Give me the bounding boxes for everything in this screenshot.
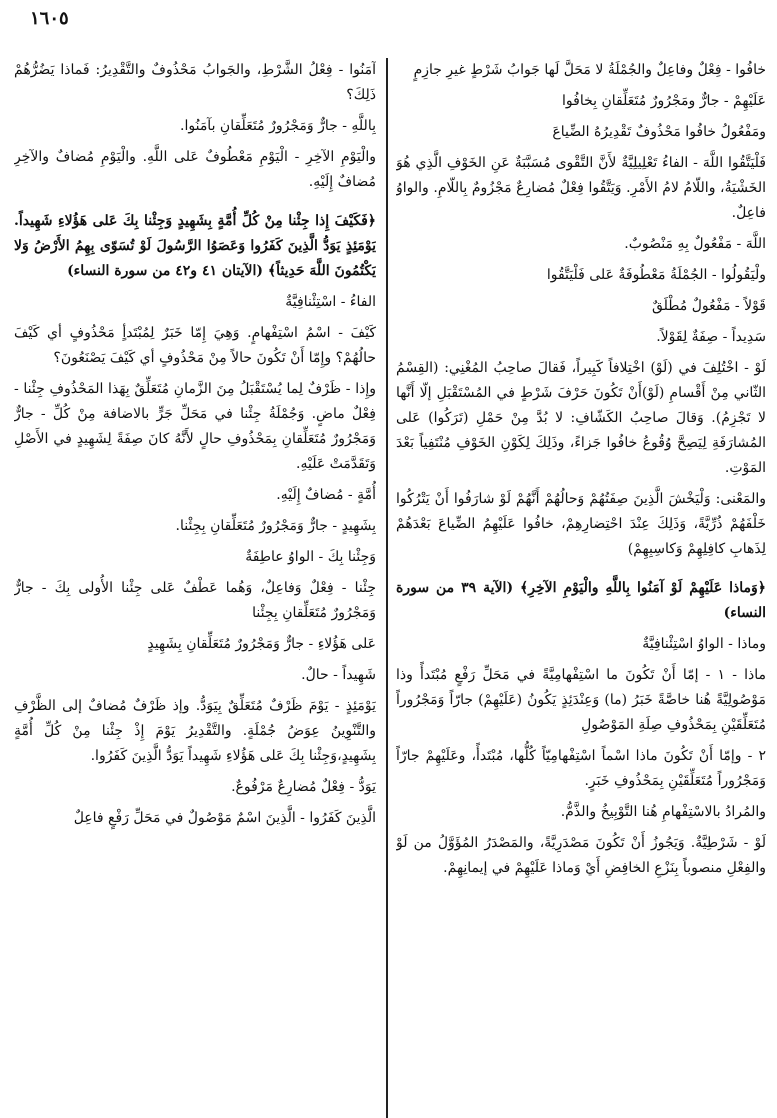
paragraph: أُمَّةٍ - مُضافٌ إِلَيْهِ.: [276, 487, 376, 503]
paragraph: وإِذا - ظَرْفٌ لِما يُسْتَقْبَلُ مِنَ الزَّمانِ مُتَعَلِّقٌ بِهَذا المَحْذُوفِ جِئْنا - فِعْلٌ ماضٍ. وَجُمْلَةُ جِئْنا في مَحَلِّ جَرٍّ بالاضافة مِنْ كُلِّ - جارٌّ وَمَجْرُورٌ مُتَعَلِّقانِ بِمَحْذُوفِ حالٍ لأَنَّهُ كانَ صِفَةً لِشَهِيدٍ في الأَصْلِ وَتَقَدَّمَتْ عَلَيْهِ.: [14, 381, 376, 472]
paragraph: جِئْنا - فِعْلٌ وَفاعِلٌ، وَهُما عَطْفٌ عَلى جِئْنا الأُولى بِكَ - جارٌّ وَمَجْرُورٌ مُتَعَلِّقانِ بِجِئْنا: [14, 580, 376, 621]
paragraph: ولْيَقُولُوا - الجُمْلَةُ مَعْطُوفَةٌ عَلى فَلْيَتَّقُوا: [546, 267, 766, 283]
paragraph: بِشَهِيدٍ - جارٌّ وَمَجْرُورٌ مُتَعَلِّقانِ بِجِئْنا.: [175, 518, 376, 534]
right-column: [396, 58, 766, 1110]
paragraph: شَهِيداً - حالٌ.: [301, 667, 376, 683]
paragraph: ماذا - ١ - إمّا أَنْ تَكُونَ ما اسْتِفْهامِيَّةً في مَحَلِّ رَفْعٍ مُبْتَدأً وذا مَوْصُولِيَّةً هُنا خاصَّةً خَبَرُ (ما) وَعِنْدَئِذٍ يَكُونُ (عَلَيْهِمْ) جارّاً وَمَجْرُوراً مُتَعَلِّقَيْنِ بِمَحْذُوفِ صِلَةِ المَوْصُولِ: [396, 667, 766, 733]
paragraph: عَلَيْهِمْ - جارٌّ ومَجْرُورٌ مُتَعَلِّقانِ بِخافُوا: [562, 93, 766, 109]
paragraph: قَوْلاً - مَفْعُولٌ مُطْلَقٌ: [651, 298, 766, 314]
paragraph: فَلْيَتَّقُوا اللَّهَ - الفاءُ تَعْلِيلِيَّةٌ لأَنَّ التَّقْوى مُسَبَّبَةٌ عَنِ الخَوْفِ الَّذِي هُوَ الخَشْيَةُ، واللّامُ لامُ الأَمْرِ. وَيَتَّقُوا فِعْلٌ مُضارِعٌ مَجْزُومٌ بِاللّامِ. والواوُ فاعِلٌ.: [396, 155, 766, 221]
paragraph: بِاللَّهِ - جارٌّ وَمَجْرُورٌ مُتَعَلِّقانِ بآمَنُوا.: [180, 118, 376, 134]
paragraph: وَجِئْنا بِكَ - الواوُ عاطِفَةٌ: [245, 549, 376, 565]
paragraph: والْيَوْمِ الآخِرِ - الْيَوْمِ مَعْطُوفٌ عَلى اللَّهِ. والْيَوْمِ مُضافٌ والآخِرِ مُضافٌ إِلَيْهِ.: [14, 149, 376, 190]
paragraph: الفاءُ - اسْتِئْنافِيَّةٌ: [285, 294, 376, 310]
paragraph: لَوْ - شَرْطِيَّةٌ. وَيَجُوزُ أَنْ تَكُونَ مَصْدَرِيَّةً، والمَصْدَرُ المُؤَوَّلُ من لَوْ والفِعْلِ منصوباً بِنَزْعِ الخافِضِ أَيْ وَماذا عَلَيْهِمْ في إيمانِهِمْ.: [396, 835, 766, 876]
page-number: ١٦٠٥: [30, 8, 69, 29]
paragraph: والمُرادُ بالاسْتِفْهامِ هُنا التَّوْبِيخُ والذَّمُّ.: [560, 804, 766, 820]
paragraph: لَوْ - اخْتُلِفَ في (لَوْ) اخْتِلافاً كَبِيراً، فَقالَ صاحِبُ المُغْنِي: (القِسْمُ الثّاني مِنْ أَقْسامِ (لَوْ)أَنْ تَكُونَ حَرْفَ شَرْطٍ في المُسْتَقْبَلِ إلّا أَنَّها لا تَجْزِمُ). وَقالَ صاحِبُ الكَشّافِ: لا بُدَّ مِنْ حَمْلِ (تَرَكُوا) عَلى المُشارَفَةِ لِيَصِحَّ وُقُوعُ خافُوا جَزاءً، وذَلِكَ لِكَوْنِ الخَوْفِ مُنْتَفِياً بَعْدَ المَوْتِ.: [396, 360, 766, 476]
column-divider: [386, 58, 388, 1118]
paragraph: عَلى هَؤُلاءِ - جارٌّ وَمَجْرُورٌ مُتَعَلِّقانِ بِشَهِيدٍ: [147, 636, 376, 652]
paragraph: ومَفْعُولُ خافُوا مَحْذُوفٌ تَقْدِيرُهُ الضِّياعَ: [552, 124, 766, 140]
paragraph: آمَنُوا - فِعْلُ الشَّرْطِ، والجَوابُ مَحْذُوفٌ والتَّقْدِيرُ: فَماذا يَضُرُّهُمْ ذَلِكَ؟: [14, 62, 376, 103]
paragraph: يَوَدُّ - فِعْلٌ مُضارِعٌ مَرْفُوعٌ.: [231, 779, 376, 795]
paragraph: يَوْمَئِذٍ - يَوْمَ ظَرْفٌ مُتَعَلِّقٌ بِيَوَدُّ. وإذ ظَرْفٌ مُضافٌ إلى الظَّرْفِ والتَّنْوِينُ عِوَضُ جُمْلَةٍ. والتَّقْدِيرُ يَوْمَ إِذْ جِئْنا مِنْ كُلِّ أُمَّةٍ بِشَهِيدٍ،وَجِئْنا بِكَ عَلى هَؤُلاءِ شَهِيداً يَوَدُّ الَّذِينَ كَفَرُوا.: [14, 698, 376, 764]
paragraph: خافُوا - فِعْلٌ وفاعِلٌ والجُمْلَةُ لا مَحَلَّ لَها جَوابُ شَرْطٍ غيرِ جازِمٍ: [413, 62, 766, 78]
paragraph: كَيْفَ - اسْمُ اسْتِفْهامٍ. وَهِيَ إِمّا خَبَرٌ لِمُبْتَدأٍ مَحْذُوفٍ أي كَيْفَ حالُهُمْ؟ وإِمّا أَنْ تَكُونَ حالاً مِنْ مَحْذُوفٍ أي كَيْفَ يَصْنَعُونَ؟: [14, 325, 376, 366]
paragraph: الَّذِينَ كَفَرُوا - الَّذِينَ اسْمٌ مَوْصُولٌ في مَحَلِّ رَفْعٍ فاعِلٌ: [73, 810, 376, 826]
paragraph: ٢ - وإمّا أَنْ تَكُونَ ماذا اسْماً اسْتِفْهامِيّاً كُلُّها، مُبْتَدأً، وعَلَيْهِمْ جارّاً وَمَجْرُوراً مُتَعَلِّقَيْنِ بِمَحْذُوفِ خَبَرٍ.: [396, 748, 766, 789]
paragraph: والمَعْنى: وَلْيَخْشَ الَّذِينَ صِفَتُهُمْ وَحالُهُمْ أَنَّهُمْ لَوْ شارَفُوا أَنْ يَتْرُكُوا خَلْفَهُمْ ذُرِّيَّةً، وَذَلِكَ عِنْدَ احْتِضارِهِمْ، خافُوا عَلَيْهِمُ الضِّياعَ بَعْدَهُمْ لِذَهابِ كافِلِهِمْ وَكاسِبِهِمْ): [396, 491, 766, 557]
paragraph: وماذا - الواوُ اسْتِئْنافِيَّةٌ: [642, 636, 766, 652]
quran-verse: ﴿وَماذا عَلَيْهِمْ لَوْ آمَنُوا بِاللَّهِ والْيَوْمِ الآخِرِ﴾ (الآية ٣٩ من سورة النساء): [396, 580, 766, 621]
paragraph: سَدِيداً - صِفَةٌ لِقَوْلاً.: [656, 329, 766, 345]
quran-verse: ﴿فَكَيْفَ إِذا جِئْنا مِنْ كُلِّ أُمَّةٍ بِشَهِيدٍ وَجِئْنا بِكَ عَلى هَؤُلاءِ شَهِيداً. يَوْمَئِذٍ يَوَدُّ الَّذِينَ كَفَرُوا وَعَصَوُا الرَّسُولَ لَوْ تُسَوّى بِهِمُ الأَرْضُ وَلا يَكْتُمُونَ اللَّهَ حَدِيثاً﴾ (الآيتان ٤١ و٤٢ من سورة النساء): [14, 213, 376, 279]
left-column: [14, 58, 376, 1110]
paragraph: اللَّهَ - مَفْعُولٌ بِهِ مَنْصُوبٌ.: [624, 236, 766, 252]
